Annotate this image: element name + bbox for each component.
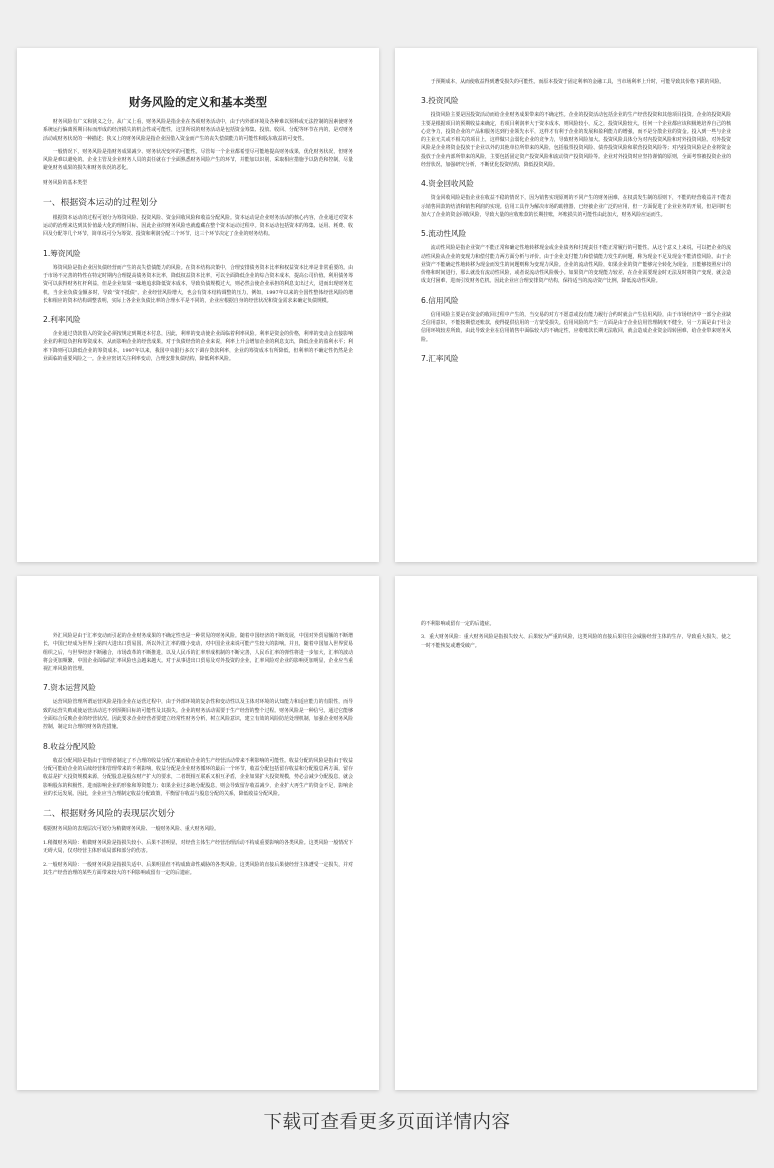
subsection-heading: 7.资本运营风险 bbox=[43, 683, 96, 693]
subsection-heading: 2.利率风险 bbox=[43, 315, 81, 325]
paragraph: 流动性风险是指企业资产不能正常和确定性地转移现金或企业债务和付现责任不能正常履行的可能性。从这个意义上来说，可以把企业的流动性风险从企业的变现力和偿付能力两方面分析与评价。由于企业支付能力和偿债能力发生的问题，称为现金不足及现金不能清偿风险。由于企业资产不能确定性地转移为现金而发生的问题则称为变现力风险。企业的流动性风险，如果企业的资产能够完全转化为现金，且能够按照应计的价格和时间进行，那么就没有流动性风险，或者说流动性风险极小。如果资产的变现能力较差，在企业需要现金时无法及时将资产变现，就会造成支付困难，进而引发财务危机。因此企业应合理安排资产结构，保持适当的流动资产比例，降低流动性风险。 bbox=[421, 245, 731, 285]
paragraph: 企业通过贷款借入的资金必须按规定到期还本付息，因此，利率的变动使企业面临着利率风险。利率是资金的价格，利率的变动会直接影响企业的利息负担和筹资成本，从而影响企业的经营成果。对于负债经营的企业来说，利率上升会增加企业的利息支出，降低企业的盈利水平；利率下降则可以降低企业的筹资成本。1997年以来，我国中央银行多次下调存贷款利率，企业的筹资成本有所降低，但利率的不确定性仍然是企业面临的重要风险之一。企业应密切关注利率变动，合理安排负债结构，降低利率风险。 bbox=[43, 331, 353, 363]
text-label: 财务风险的基本类型 bbox=[43, 179, 88, 186]
subsection-heading: 7.汇率风险 bbox=[421, 353, 459, 363]
paragraph: 一般情况下，财务风险是指财务成果减少、财务状况变坏的可能性。尽管每一个企业都希望尽可能地提高财务成果，优化财务状况，但财务风险是难以避免的。企业主管及企业财务人员的责任就在于全面熟悉财务风险产生的环节，并能加以识别，采取相应措施予以防范和控制，尽量避免财务成果的损失和财务状况的恶化。 bbox=[43, 148, 353, 172]
paragraph: 的不利影响或留有一定的后遗症。 bbox=[421, 621, 495, 627]
paragraph: 外汇风险是由于汇率变动而引起的企业财务成果的不确定性也是一种常见的财务风险。随着中国经济的不断发展，中国对外贸易额的不断增长，中国已经成为世界上第四大进出口贸易国，所以外汇汇率的微小变动，对中国企业来说可能产生较大的影响。并且，随着中国加入世界贸易组织之后，与世界经济不断融合，市场改革的不断推进，以及人民币的汇率形成机制的不断完善，人民币汇率的弹性将进一步加大，汇率的波动将会更加频繁，中国企业面临的汇率风险也会越来越大。对于从事进出口贸易及对外投资的企业，汇率风险对企业的影响更加明显，企业应当重视汇率风险的管理。 bbox=[43, 633, 353, 673]
paragraph: 收益分配风险是指由于管理者制定了不合理的收益分配方案而给企业的生产经营活动带来不利影响的可能性。收益分配的风险是指由于收益分配可能给企业的后续经营和管理带来的不利影响，收益分配是企业财务循环的最后一个环节，收益分配包括留存收益和分配股息两方面，留存收益是扩大投资规模来源，分配股息是股东财产扩大的要求，二者既相互联系又相互矛盾，企业如果扩大投资规模，势必会减少分配股息，就会影响股东的积极性，进而影响企业的形象和筹资能力；如果企业过多地分配股息，则会导致留存收益减少，企业扩大再生产的资金不足，影响企业的长远发展。因此，企业应当合理制定收益分配政策，平衡留存收益与股息分配的关系，降低收益分配风险。 bbox=[43, 757, 353, 797]
paragraph: 2.一般财务风险：一般财务风险是指损失适中、后果明显但不构成致命性威胁的各类风险。这类风险的直接后果使经营主体遭受一定损失，并对其生产经营治理的某些方面带来较大的不利影响或留有一定的后遗症。 bbox=[43, 861, 353, 877]
paragraph: 财务风险有广义和狭义之分。从广义上看，财务风险是指企业在各项财务活动中，由于内外部环境及各种难以预料或无法控制的因素使财务系统运行偏离预期目标而形成的经济损失的机会性或可能性，这里所说的财务活动是包括资金筹集、投放、收回、分配等环节在内的，是对财务活动或财务状况的一种描述；狭义上的财务风险是指企业因借入资金而产生的丧失偿债能力的可能性和股东收益的可变性。 bbox=[43, 119, 353, 142]
subsection-heading: 4.资金回收风险 bbox=[421, 179, 474, 189]
paragraph: 运营风险管理所谓运营风险是指企业在运营过程中，由于外部环境的复杂性和变动性以及主体对环境的认知能力和适应能力的有限性，而导致的运营失败或使运营活动达不到预期目标的可能性及其损失。企业的财务活动需要于生产经营的整个过程。财务风险是一种信号。通过它能够全面综合反映企业的经营状况。因此要求企业经营者要建立经常性财务分析，树立风险意识，建立有效的风险防范处理机制，加强企业财务风险控制，制定出合理的财务防范措施。 bbox=[43, 699, 353, 731]
text-label: 根据财务风险的表现层次可划分为稍微财务风险、一般财务风险、重大财务风险。 bbox=[43, 826, 220, 833]
document-page-1 bbox=[17, 48, 379, 562]
subsection-heading: 3.投资风险 bbox=[421, 96, 459, 106]
paragraph: 根据资本运动的过程可划分为筹资风险、投资风险、资金回收风险和收益分配风险。资本运动是企业财务活动的核心内容，企业通过对资本运动的治理来达到其价值最大化的理财目标，因此企业的财务风险也就蕴藏在整个资本运动过程中。资本运动包括资本的筹集、运用、耗费、收回及分配等几个环节，简单说可分为筹资、投资和利润分配三个环节，这三个环节决定了企业的财务结构。 bbox=[43, 214, 353, 238]
paragraph: 于预期成本，从而使收益得到遭受损失的可能性。而原本投资于固定利率的金融工具，当市场利率上升时，可能导致其价格下跌的风险。 bbox=[430, 79, 725, 85]
document-page-3 bbox=[17, 576, 379, 1090]
section-heading: 二、根据财务风险的表现层次划分 bbox=[43, 809, 175, 820]
document-title: 财务风险的定义和基本类型 bbox=[129, 95, 267, 109]
paragraph: 信用风险主要是在资金的收回过程中产生的，当交易的对方不愿意或没有能力履行合约时就会产生信用风险，由于市场经济中一部分企业缺乏信用意识，不能按期偿还账款，使得提供信用的一方蒙受损失。信用风险的产生一方面是由于企业信用管理制度不健全，另一方面是由于社会信用环境较差所致，由此导致企业在信用销售中面临较大的不确定性，应收账款长期无法收回，就会造成企业资金周转困难，给企业带来财务风险。 bbox=[421, 311, 731, 343]
paragraph: 1.稍微财务风险：稍微财务风险是指损失较小、后果不甚明显，对经营主体生产经营治理活动不构成重要影响的各类风险。这类风险一般情况下无碍大局，仅对经营主体形成局部和部分的伤害。 bbox=[43, 840, 353, 855]
paragraph: 资金回收风险是指企业在收益不稳的情况下，因为销售实现原则的不同产生的财务困难，在权责发生制的原则下，不能的经营收益并不能表示销售回款的结清和销售利润的实现。信用工具作为解决市场的助推器，已经被企业广泛的应用，但一方面促进了企业业务的开展，但是同时也加大了企业的资金回收风险，导致大量的应收账款的长期挂账，坏账损失的可能性由此加大，财务风险应运而生。 bbox=[421, 195, 731, 218]
subsection-heading: 8.收益分配风险 bbox=[43, 741, 96, 751]
download-more-prompt[interactable]: 下载可查看更多页面详情内容 bbox=[263, 1112, 511, 1133]
subsection-heading: 5.流动性风险 bbox=[421, 229, 467, 239]
subsection-heading: 6.信用风险 bbox=[421, 295, 459, 305]
paragraph: 筹资风险是指企业因负债经营而产生的丧失偿债能力的风险。在资本结构决策中，合理安排债务资本比率和权益资本比率是非常重要的。由于市场不完善的特性在特定时期内合理提高债务资本比率，降低权益资本比率，可以全面降低企业的综合资本成本，提高公司价值。利用债务筹资可以获得财务杠杆利益，但是企业如果一味地追求降低资本成本，导致负债规模过大，则必然会使企业承担的利息支出过大，进而出现财务危机，当企业负债金额多时，导致“资不抵债”，企业经营风险增大，也会有资本结构调整的压力，例如，1997年以来的全国性整体经营风险的增长和相应的资本结构调整表明，实际上各企业负债比率的合理水平是不同的，企业应根据自身的经营状况和资金需求来确定负债规模。 bbox=[43, 264, 353, 304]
section-heading: 一、根据资本运动的过程划分 bbox=[43, 197, 158, 208]
document-page-2 bbox=[395, 48, 757, 562]
paragraph: 3．重大财务风险：重大财务风险是指损失较大、后果较为严重的风险，这类风险的直接后果往往会威胁经营主体的生存，导致重大损失，使之一时不能恢复或遭受破产。 bbox=[421, 634, 731, 649]
subsection-heading: 1.筹资风险 bbox=[43, 248, 81, 258]
paragraph: 投资风险主要是因投资活动而给企业财务成果带来的不确定性。企业的投资活动包括企业的生产经营投资和其他项目投资。企业的投资风险主要是根据项目的预期收益来确定，若项目利润率大于资本成本，则风险较小，反之，投资风险较大。任何一个企业都应该积极地培养自己的核心竞争力，投资企业的产品和服务达到行业领先水平，这样才有利于企业的发展和盈利能力的增强，而不是分散企业的资金。投入到一些与企业的主业无关或不相关的项目上，这样做只会弱化企业的竞争力，导致财务风险加大。投资风险具体分为对内投资风险和对外投资风险。对外投资风险是企业将资金投放于企业以外的其他单位所带来的风险，包括股票投资风险、债券投资风险和联营投资风险等；对内投资风险是企业将资金投放于企业内部所带来的风险，主要包括固定资产投资风险和流动资产投资风险等。企业对外投资时应坚持谨慎的原则，全面考察被投资企业的经营状况，加强研究分析，不断优化投资结构，降低投资风险。 bbox=[421, 112, 731, 169]
document-page-4 bbox=[395, 576, 757, 1090]
